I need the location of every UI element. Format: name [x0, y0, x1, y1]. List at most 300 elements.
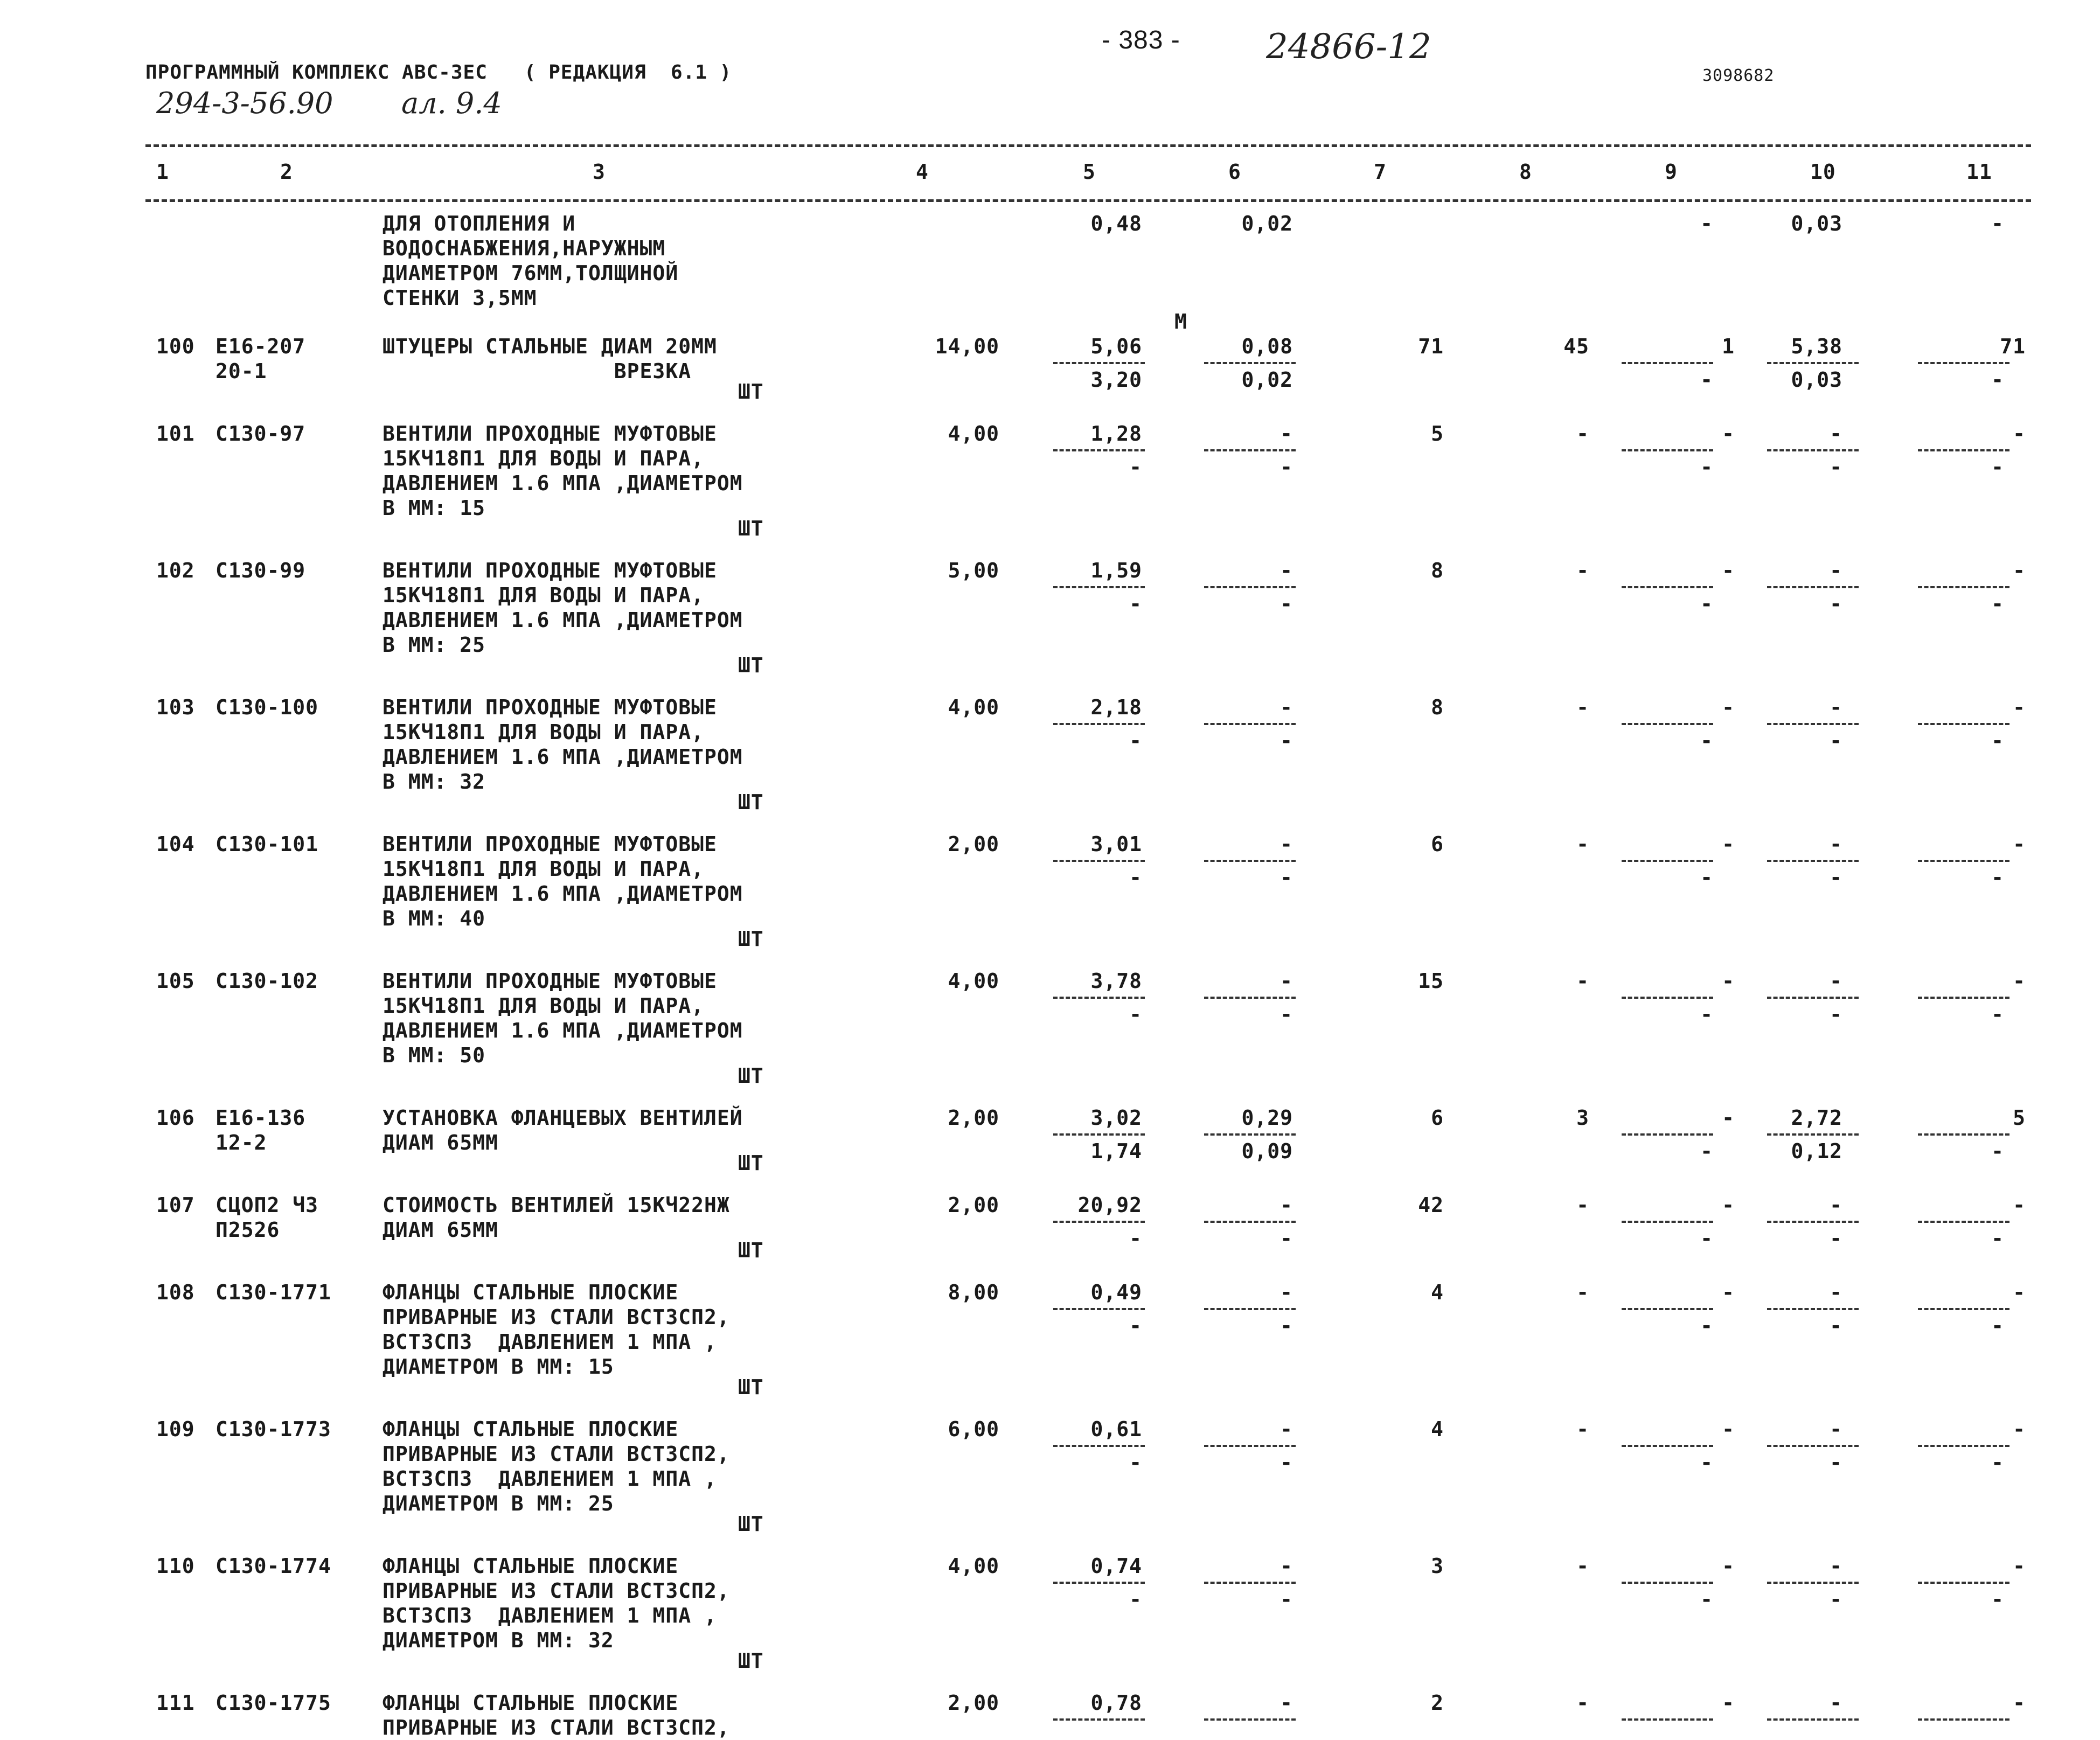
row-unit: ШТ: [738, 927, 764, 951]
row-separator-col6: [1204, 860, 1296, 862]
row-separator-col6: [1204, 1221, 1296, 1223]
row-separator-col9: [1622, 997, 1713, 999]
row-col6-sub: 0,09: [1241, 1139, 1293, 1163]
row-code: Е16-136: [215, 1106, 306, 1130]
row-code: С130-101: [215, 832, 319, 856]
hand-code: 294-3-56.90: [156, 86, 333, 120]
row-col9-sub: -: [1700, 1314, 1713, 1338]
row-description-line: ВСТ3СП3 ДАВЛЕНИЕМ 1 МПА ,: [383, 1330, 717, 1354]
row-separator-col11: [1918, 997, 2009, 999]
row-col6-main: -: [1280, 1417, 1293, 1441]
row-col11-main: -: [2013, 422, 2026, 446]
row-description-line: ПРИВАРНЫЕ ИЗ СТАЛИ ВСТ3СП2,: [383, 1305, 730, 1329]
column-header-1: 1: [156, 160, 169, 184]
row-separator-col5: [1053, 586, 1145, 588]
row-separator-col9: [1622, 1221, 1713, 1223]
intro-description-line: ВОДОСНАБЖЕНИЯ,НАРУЖНЫМ: [383, 236, 666, 260]
row-separator-col10: [1767, 1582, 1859, 1584]
row-col4: 4,00: [948, 969, 999, 993]
row-separator-col10: [1767, 586, 1859, 588]
column-header-9: 9: [1665, 160, 1678, 184]
row-separator-col10: [1767, 1133, 1859, 1136]
row-description-line: ДАВЛЕНИЕМ 1.6 МПА ,ДИАМЕТРОМ: [383, 608, 743, 632]
column-header-2: 2: [280, 160, 293, 184]
row-number: 108: [156, 1280, 195, 1304]
row-col10-sub: -: [1830, 866, 1842, 889]
row-description-line: ПРИВАРНЫЕ ИЗ СТАЛИ ВСТ3СП2,: [383, 1716, 730, 1739]
row-col11-sub: -: [1991, 455, 2004, 479]
row-unit: ШТ: [738, 1375, 764, 1399]
row-col10-sub: -: [1830, 1003, 1842, 1026]
row-description-line: ДИАМ 65ММ: [383, 1218, 498, 1242]
row-col6-sub: -: [1280, 1227, 1293, 1250]
row-number: 106: [156, 1106, 195, 1130]
row-col5-main: 3,02: [1090, 1106, 1142, 1130]
row-col8: -: [1576, 1554, 1589, 1578]
row-col8: -: [1576, 832, 1589, 856]
row-col5-main: 0,74: [1090, 1554, 1142, 1578]
row-col10-main: -: [1830, 1691, 1842, 1715]
row-col10-sub: 0,12: [1791, 1139, 1842, 1163]
row-col10-sub: -: [1830, 1451, 1842, 1474]
row-col6-sub: -: [1280, 455, 1293, 479]
row-separator-col9: [1622, 1308, 1713, 1310]
row-description-line: ВЕНТИЛИ ПРОХОДНЫЕ МУФТОВЫЕ: [383, 422, 717, 446]
row-code: С130-97: [215, 422, 306, 446]
row-separator-col6: [1204, 1718, 1296, 1721]
row-separator-col6: [1204, 997, 1296, 999]
row-separator-col6: [1204, 1308, 1296, 1310]
intro-col10: 0,03: [1791, 212, 1842, 235]
row-col11-sub: -: [1991, 1003, 2004, 1026]
row-col7: 8: [1431, 559, 1444, 582]
row-number: 110: [156, 1554, 195, 1578]
column-header-3: 3: [593, 160, 606, 184]
row-separator-col10: [1767, 1718, 1859, 1721]
row-col8: -: [1576, 1193, 1589, 1217]
row-description-line: В ММ: 25: [383, 633, 486, 657]
row-col8: -: [1576, 969, 1589, 993]
row-col7: 6: [1431, 1106, 1444, 1130]
row-separator-col5: [1053, 997, 1145, 999]
row-separator-col5: [1053, 1308, 1145, 1310]
row-col10-main: -: [1830, 1193, 1842, 1217]
row-number: 101: [156, 422, 195, 446]
row-number: 102: [156, 559, 195, 582]
intro-col9: -: [1700, 212, 1713, 235]
row-unit: ШТ: [738, 653, 764, 677]
row-col10-sub: -: [1830, 1227, 1842, 1250]
row-code: С130-1775: [215, 1691, 331, 1715]
row-col7: 42: [1418, 1193, 1444, 1217]
row-code-secondary: 20-1: [215, 359, 267, 383]
row-separator-col6: [1204, 1445, 1296, 1447]
row-col5-sub: -: [1129, 1227, 1142, 1250]
row-description-line: 15КЧ18П1 ДЛЯ ВОДЫ И ПАРА,: [383, 994, 704, 1018]
row-description-line: ДАВЛЕНИЕМ 1.6 МПА ,ДИАМЕТРОМ: [383, 1019, 743, 1042]
row-separator-col6: [1204, 449, 1296, 451]
row-col5-main: 3,01: [1090, 832, 1142, 856]
row-separator-col5: [1053, 1221, 1145, 1223]
row-col6-sub: -: [1280, 1588, 1293, 1611]
row-col10-main: -: [1830, 695, 1842, 719]
row-col7: 6: [1431, 832, 1444, 856]
row-separator-col5: [1053, 449, 1145, 451]
row-col9-main: 1: [1722, 335, 1735, 358]
row-col5-main: 0,61: [1090, 1417, 1142, 1441]
intro-description-line: ДЛЯ ОТОПЛЕНИЯ И: [383, 212, 576, 235]
row-unit: ШТ: [738, 380, 764, 403]
row-col8: 45: [1563, 335, 1589, 358]
row-description-line: ВСТ3СП3 ДАВЛЕНИЕМ 1 МПА ,: [383, 1467, 717, 1491]
row-col11-main: -: [2013, 559, 2026, 582]
row-col4: 2,00: [948, 1106, 999, 1130]
row-col5-sub: -: [1129, 729, 1142, 753]
row-col11-main: -: [2013, 1554, 2026, 1578]
row-separator-col10: [1767, 1308, 1859, 1310]
page-number: - 383 -: [1102, 26, 1180, 54]
row-col8: -: [1576, 1417, 1589, 1441]
row-description-line: ВСТ3СП3 ДАВЛЕНИЕМ 1 МПА ,: [383, 1604, 717, 1627]
row-col9-main: -: [1722, 422, 1735, 446]
row-col10-main: 5,38: [1791, 335, 1842, 358]
row-code: С130-100: [215, 695, 319, 719]
row-description-line: В ММ: 15: [383, 496, 486, 520]
row-separator-col9: [1622, 1445, 1713, 1447]
row-separator-col6: [1204, 723, 1296, 725]
row-description-line: ПРИВАРНЫЕ ИЗ СТАЛИ ВСТ3СП2,: [383, 1579, 730, 1603]
row-separator-col5: [1053, 1445, 1145, 1447]
row-col8: -: [1576, 695, 1589, 719]
row-col11-sub: -: [1991, 1227, 2004, 1250]
row-col4: 5,00: [948, 559, 999, 582]
row-code: С130-1774: [215, 1554, 331, 1578]
row-separator-col11: [1918, 362, 2009, 364]
row-description-line: ДИАМЕТРОМ В ММ: 25: [383, 1492, 614, 1515]
header-rule-top: [145, 144, 2031, 147]
row-number: 100: [156, 335, 195, 358]
row-description-line: ДАВЛЕНИЕМ 1.6 МПА ,ДИАМЕТРОМ: [383, 471, 743, 495]
row-col5-sub: -: [1129, 1588, 1142, 1611]
row-col5-main: 20,92: [1077, 1193, 1142, 1217]
row-description-line: 15КЧ18П1 ДЛЯ ВОДЫ И ПАРА,: [383, 720, 704, 744]
doc-number: 24866-12: [1266, 27, 1431, 67]
row-col6-main: -: [1280, 1280, 1293, 1304]
row-separator-col10: [1767, 449, 1859, 451]
row-separator-col9: [1622, 1133, 1713, 1136]
row-description-line: 15КЧ18П1 ДЛЯ ВОДЫ И ПАРА,: [383, 857, 704, 881]
row-col7: 71: [1418, 335, 1444, 358]
row-unit: ШТ: [738, 790, 764, 814]
row-col10-main: -: [1830, 1554, 1842, 1578]
column-header-4: 4: [916, 160, 929, 184]
row-description-line: ФЛАНЦЫ СТАЛЬНЫЕ ПЛОСКИЕ: [383, 1691, 679, 1715]
row-col10-main: -: [1830, 1280, 1842, 1304]
intro-unit: М: [1174, 310, 1187, 333]
row-description-line: ДИАМЕТРОМ В ММ: 15: [383, 1355, 614, 1379]
row-col11-main: -: [2013, 969, 2026, 993]
row-code-secondary: 12-2: [215, 1131, 267, 1154]
row-col4: 6,00: [948, 1417, 999, 1441]
row-col7: 5: [1431, 422, 1444, 446]
row-col11-main: -: [2013, 1280, 2026, 1304]
row-col5-sub: -: [1129, 1451, 1142, 1474]
row-separator-col9: [1622, 362, 1713, 364]
row-col6-sub: 0,02: [1241, 368, 1293, 392]
row-col6-sub: -: [1280, 1314, 1293, 1338]
row-separator-col11: [1918, 723, 2009, 725]
row-col4: 2,00: [948, 1193, 999, 1217]
row-separator-col10: [1767, 1445, 1859, 1447]
row-col11-main: -: [2013, 1417, 2026, 1441]
row-description-line: В ММ: 40: [383, 907, 486, 930]
row-col9-main: -: [1722, 559, 1735, 582]
row-col10-sub: -: [1830, 592, 1842, 616]
row-col5-sub: 1,74: [1090, 1139, 1142, 1163]
row-col10-main: -: [1830, 832, 1842, 856]
row-number: 104: [156, 832, 195, 856]
row-description-line: ШТУЦЕРЫ СТАЛЬНЫЕ ДИАМ 20ММ: [383, 335, 717, 358]
row-col8: -: [1576, 1280, 1589, 1304]
row-description-line: ВРЕЗКА: [383, 359, 692, 383]
row-col6-sub: -: [1280, 592, 1293, 616]
row-col6-main: 0,08: [1241, 335, 1293, 358]
row-col11-main: 5: [2013, 1106, 2026, 1130]
row-col9-sub: -: [1700, 455, 1713, 479]
row-separator-col11: [1918, 1582, 2009, 1584]
row-separator-col5: [1053, 1582, 1145, 1584]
row-col11-main: -: [2013, 832, 2026, 856]
row-col10-sub: -: [1830, 455, 1842, 479]
row-col6-sub: -: [1280, 1003, 1293, 1026]
row-col11-main: -: [2013, 1193, 2026, 1217]
row-col9-main: -: [1722, 1691, 1735, 1715]
row-separator-col5: [1053, 1718, 1145, 1721]
row-description-line: СТОИМОСТЬ ВЕНТИЛЕЙ 15КЧ22НЖ: [383, 1193, 730, 1217]
row-description-line: В ММ: 32: [383, 770, 486, 794]
row-col5-sub: -: [1129, 866, 1142, 889]
row-col9-main: -: [1722, 1280, 1735, 1304]
row-col6-main: -: [1280, 695, 1293, 719]
row-col6-main: -: [1280, 559, 1293, 582]
row-col9-sub: -: [1700, 1451, 1713, 1474]
row-col10-sub: -: [1830, 1314, 1842, 1338]
row-separator-col11: [1918, 586, 2009, 588]
row-col6-main: -: [1280, 1554, 1293, 1578]
row-col4: 4,00: [948, 1554, 999, 1578]
row-col11-sub: -: [1991, 866, 2004, 889]
row-col9-main: -: [1722, 969, 1735, 993]
row-number: 109: [156, 1417, 195, 1441]
row-code: Е16-207: [215, 335, 306, 358]
row-description-line: ВЕНТИЛИ ПРОХОДНЫЕ МУФТОВЫЕ: [383, 695, 717, 719]
row-col10-main: -: [1830, 969, 1842, 993]
row-description-line: ФЛАНЦЫ СТАЛЬНЫЕ ПЛОСКИЕ: [383, 1417, 679, 1441]
row-col6-main: -: [1280, 832, 1293, 856]
row-col5-sub: -: [1129, 592, 1142, 616]
row-col11-sub: -: [1991, 368, 2004, 392]
row-col10-main: -: [1830, 559, 1842, 582]
row-separator-col5: [1053, 723, 1145, 725]
row-col6-main: 0,29: [1241, 1106, 1293, 1130]
row-description-line: ФЛАНЦЫ СТАЛЬНЫЕ ПЛОСКИЕ: [383, 1280, 679, 1304]
row-code: С130-102: [215, 969, 319, 993]
row-col9-sub: -: [1700, 368, 1713, 392]
hand-sheet: ал. 9.4: [401, 86, 502, 120]
row-col9-main: -: [1722, 1554, 1735, 1578]
row-number: 103: [156, 695, 195, 719]
row-col5-main: 1,28: [1090, 422, 1142, 446]
row-col11-sub: -: [1991, 1588, 2004, 1611]
row-col4: 8,00: [948, 1280, 999, 1304]
row-col8: -: [1576, 422, 1589, 446]
row-col10-sub: -: [1830, 729, 1842, 753]
row-col10-sub: -: [1830, 1588, 1842, 1611]
row-separator-col9: [1622, 586, 1713, 588]
row-col9-main: -: [1722, 1417, 1735, 1441]
row-separator-col11: [1918, 1133, 2009, 1136]
row-col11-sub: -: [1991, 1451, 2004, 1474]
row-description-line: В ММ: 50: [383, 1043, 486, 1067]
row-col10-main: 2,72: [1791, 1106, 1842, 1130]
row-code: СЦОП2 Ч3: [215, 1193, 319, 1217]
row-separator-col11: [1918, 449, 2009, 451]
row-description-line: ДАВЛЕНИЕМ 1.6 МПА ,ДИАМЕТРОМ: [383, 745, 743, 769]
row-separator-col6: [1204, 362, 1296, 364]
row-unit: ШТ: [738, 1238, 764, 1262]
column-header-7: 7: [1374, 160, 1387, 184]
row-col9-sub: -: [1700, 729, 1713, 753]
column-header-8: 8: [1519, 160, 1532, 184]
row-col11-sub: -: [1991, 592, 2004, 616]
row-col9-main: -: [1722, 832, 1735, 856]
row-separator-col9: [1622, 723, 1713, 725]
row-unit: ШТ: [738, 1064, 764, 1088]
column-header-6: 6: [1228, 160, 1241, 184]
row-col5-main: 1,59: [1090, 559, 1142, 582]
row-col5-main: 3,78: [1090, 969, 1142, 993]
row-col4: 2,00: [948, 832, 999, 856]
row-description-line: УСТАНОВКА ФЛАНЦЕВЫХ ВЕНТИЛЕЙ: [383, 1106, 743, 1130]
row-col11-sub: -: [1991, 729, 2004, 753]
row-col9-sub: -: [1700, 592, 1713, 616]
row-code-secondary: П2526: [215, 1218, 280, 1242]
row-col5-main: 0,49: [1090, 1280, 1142, 1304]
row-col5-main: 0,78: [1090, 1691, 1142, 1715]
row-col5-sub: 3,20: [1090, 368, 1142, 392]
row-code: С130-99: [215, 559, 306, 582]
row-separator-col9: [1622, 1582, 1713, 1584]
right-code: 3098682: [1702, 66, 1775, 85]
row-col7: 3: [1431, 1554, 1444, 1578]
row-col6-sub: -: [1280, 1451, 1293, 1474]
row-unit: ШТ: [738, 1512, 764, 1536]
row-col4: 14,00: [935, 335, 999, 358]
row-separator-col5: [1053, 1133, 1145, 1136]
row-description-line: ВЕНТИЛИ ПРОХОДНЫЕ МУФТОВЫЕ: [383, 832, 717, 856]
row-col10-main: -: [1830, 1417, 1842, 1441]
row-description-line: ДАВЛЕНИЕМ 1.6 МПА ,ДИАМЕТРОМ: [383, 882, 743, 906]
row-description-line: ДИАМЕТРОМ В ММ: 32: [383, 1628, 614, 1652]
row-col9-sub: -: [1700, 866, 1713, 889]
row-separator-col9: [1622, 1718, 1713, 1721]
intro-description-line: ДИАМЕТРОМ 76ММ,ТОЛЩИНОЙ: [383, 261, 679, 285]
row-col4: 4,00: [948, 422, 999, 446]
row-col5-main: 5,06: [1090, 335, 1142, 358]
intro-col5: 0,48: [1090, 212, 1142, 235]
row-col4: 2,00: [948, 1691, 999, 1715]
row-separator-col5: [1053, 860, 1145, 862]
row-separator-col6: [1204, 586, 1296, 588]
row-code: С130-1771: [215, 1280, 331, 1304]
intro-col11: -: [1991, 212, 2004, 235]
row-col5-sub: -: [1129, 1314, 1142, 1338]
row-separator-col9: [1622, 449, 1713, 451]
row-col9-main: -: [1722, 695, 1735, 719]
row-separator-col6: [1204, 1582, 1296, 1584]
row-col6-sub: -: [1280, 729, 1293, 753]
row-description-line: ВЕНТИЛИ ПРОХОДНЫЕ МУФТОВЫЕ: [383, 969, 717, 993]
row-description-line: 15КЧ18П1 ДЛЯ ВОДЫ И ПАРА,: [383, 583, 704, 607]
header-rule-bottom: [145, 199, 2031, 202]
row-unit: ШТ: [738, 1649, 764, 1673]
row-separator-col10: [1767, 723, 1859, 725]
row-separator-col5: [1053, 362, 1145, 364]
column-header-5: 5: [1083, 160, 1096, 184]
row-description-line: ПРИВАРНЫЕ ИЗ СТАЛИ ВСТ3СП2,: [383, 1442, 730, 1466]
row-separator-col11: [1918, 1445, 2009, 1447]
row-separator-col10: [1767, 362, 1859, 364]
column-header-10: 10: [1810, 160, 1836, 184]
row-number: 107: [156, 1193, 195, 1217]
row-col6-main: -: [1280, 969, 1293, 993]
row-col6-main: -: [1280, 1691, 1293, 1715]
row-col11-main: 71: [2000, 335, 2026, 358]
row-col6-main: -: [1280, 422, 1293, 446]
row-col11-main: -: [2013, 695, 2026, 719]
row-separator-col10: [1767, 1221, 1859, 1223]
row-col9-sub: -: [1700, 1003, 1713, 1026]
row-col7: 2: [1431, 1691, 1444, 1715]
row-col5-sub: -: [1129, 1003, 1142, 1026]
row-col7: 4: [1431, 1280, 1444, 1304]
row-separator-col11: [1918, 1308, 2009, 1310]
row-col9-main: -: [1722, 1106, 1735, 1130]
row-separator-col11: [1918, 860, 2009, 862]
row-col6-main: -: [1280, 1193, 1293, 1217]
row-unit: ШТ: [738, 1151, 764, 1175]
intro-description-line: СТЕНКИ 3,5ММ: [383, 286, 537, 310]
row-col10-sub: 0,03: [1791, 368, 1842, 392]
row-col11-sub: -: [1991, 1314, 2004, 1338]
row-number: 111: [156, 1691, 195, 1715]
row-col4: 4,00: [948, 695, 999, 719]
row-separator-col10: [1767, 997, 1859, 999]
row-description-line: ВЕНТИЛИ ПРОХОДНЫЕ МУФТОВЫЕ: [383, 559, 717, 582]
program-header: ПРОГРАММНЫЙ КОМПЛЕКС АВС-ЗЕС ( РЕДАКЦИЯ 6.1 ): [145, 61, 732, 83]
row-description-line: 15КЧ18П1 ДЛЯ ВОДЫ И ПАРА,: [383, 447, 704, 470]
row-col9-sub: -: [1700, 1588, 1713, 1611]
row-col9-main: -: [1722, 1193, 1735, 1217]
row-separator-col6: [1204, 1133, 1296, 1136]
row-col8: -: [1576, 559, 1589, 582]
row-separator-col11: [1918, 1718, 2009, 1721]
row-separator-col10: [1767, 860, 1859, 862]
row-separator-col9: [1622, 860, 1713, 862]
row-col6-sub: -: [1280, 866, 1293, 889]
row-col10-main: -: [1830, 422, 1842, 446]
row-number: 105: [156, 969, 195, 993]
